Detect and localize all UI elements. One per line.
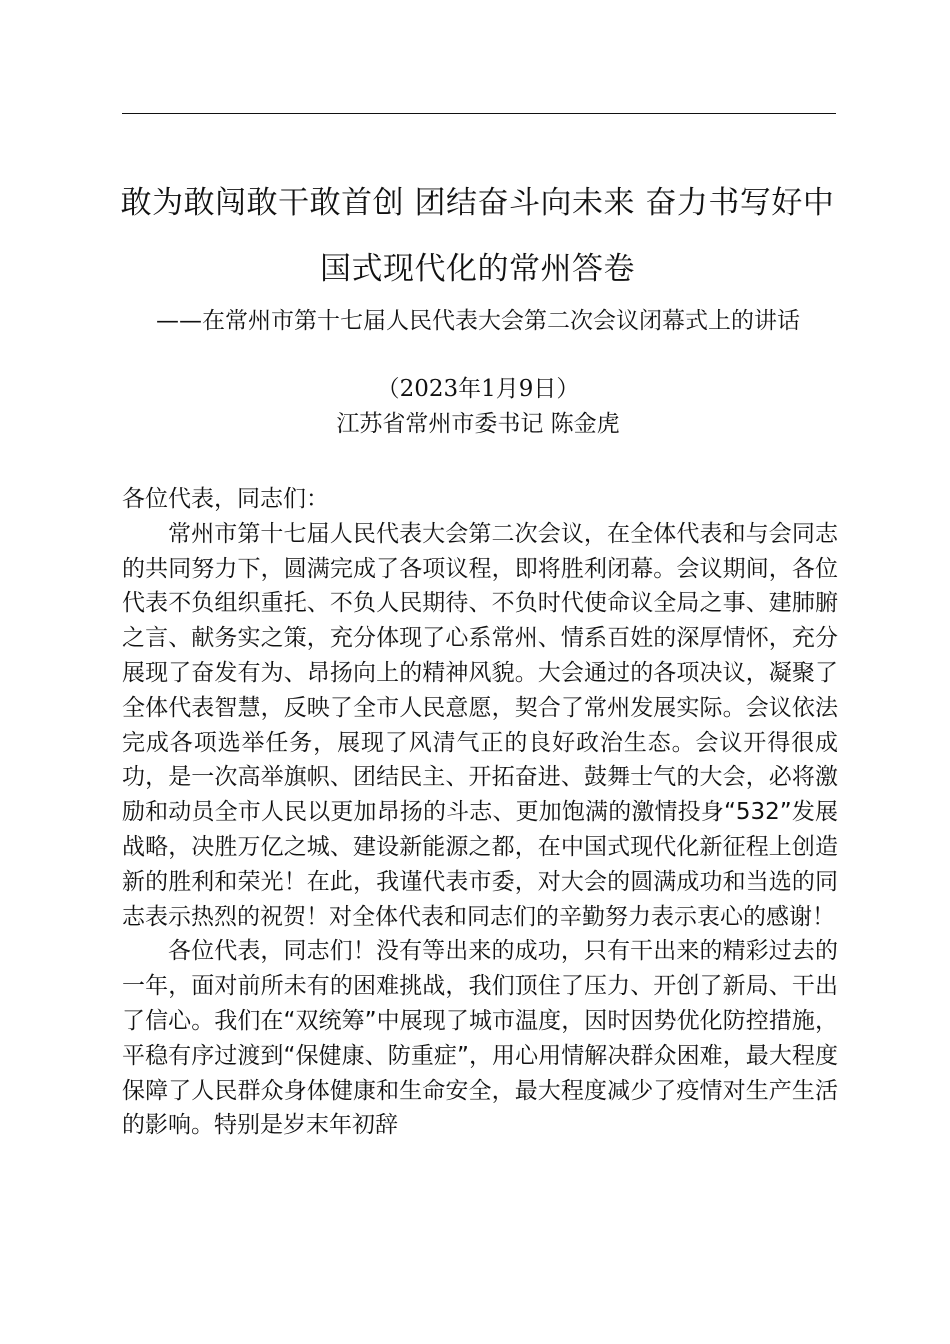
speech-author: 江苏省常州市委书记 陈金虎 [336, 411, 620, 437]
header-rule [122, 113, 836, 114]
body-paragraph: 常州市第十七届人民代表大会第二次会议，在全体代表和与会同志的共同努力下，圆满完成了各项议程，即将胜利闭幕。会议期间，各位代表不负组织重托、不负人民期待、不负时代使命议全局之事、建肺腑之言、献务实之策，充分体现了心系常州、情系百姓的深厚情怀，充分展现了奋发有为、昂扬向上的精神风貌。大会通过的各项决议，凝聚了全体代表智慧，反映了全市人民意愿，契合了常州发展实际。会议依法完成各项选举任务，展现了风清气正的良好政治生态。会议开得很成功，是一次高举旗帜、团结民主、开拓奋进、鼓舞士气的大会，必将激励和动员全市人民以更加昂扬的斗志、更加饱满的激情投身“532”发展战略，决胜万亿之城、建设新能源之都，在中国式现代化新征程上创造新的胜利和荣光！在此，我谨代表市委，对大会的圆满成功和当选的同志表示热烈的祝贺！对全体代表和同志们的辛勤努力表示衷心的感谢！ [122, 520, 838, 930]
speech-date: （2023年1月9日） [376, 376, 580, 402]
body-paragraph: 各位代表，同志们！没有等出来的成功，只有干出来的精彩过去的一年，面对前所未有的困难挑战，我们顶住了压力、开创了新局、干出了信心。我们在“双统筹”中展现了城市温度，因时因势优化防控措施，平稳有序过渡到“保健康、防重症”，用心用情解决群众困难，最大程度保障了人民群众身体健康和生命安全，最大程度减少了疫情对生产生活的影响。特别是岁末年初辞 [122, 938, 838, 1139]
document-subtitle: ——在常州市第十七届人民代表大会第二次会议闭幕式上的讲话 [156, 308, 800, 334]
salutation: 各位代表，同志们： [122, 486, 329, 512]
document-title: 敢为敢闯敢干敢首创 团结奋斗向未来 奋力书写好中国式现代化的常州答卷 [120, 185, 835, 287]
speech-body [122, 482, 838, 1143]
